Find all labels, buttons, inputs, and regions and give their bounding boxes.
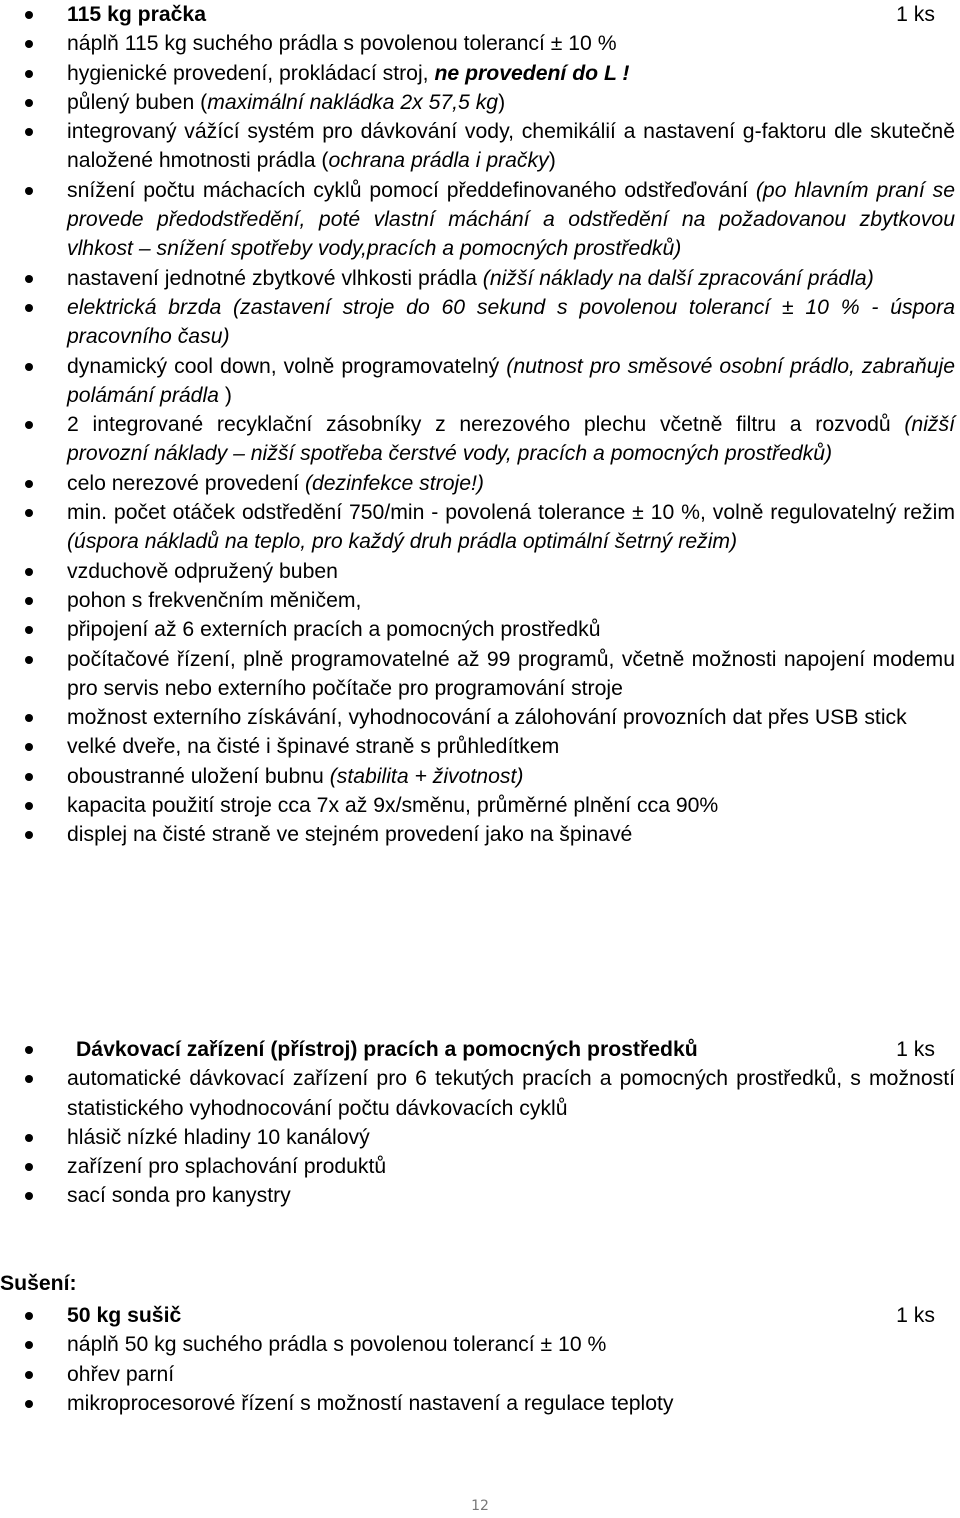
list-item: kapacita použití stroje cca 7x až 9x/směnu, průměrné plnění cca 90%	[0, 791, 960, 820]
bullet-icon	[25, 1075, 33, 1083]
washer-qty: 1 ks	[896, 3, 935, 26]
list-item: oboustranné uložení bubnu (stabilita + životnost)	[0, 762, 960, 791]
list-item: pohon s frekvenčním měničem,	[0, 586, 960, 615]
list-item: ohřev parní	[0, 1360, 960, 1389]
bullet-icon	[25, 128, 33, 136]
bullet-icon	[25, 626, 33, 634]
bullet-icon	[25, 1134, 33, 1142]
list-item: nastavení jednotné zbytkové vlhkosti prádla (nižší náklady na další zpracování prádla)	[0, 264, 960, 293]
list-item: automatické dávkovací zařízení pro 6 tekutých pracích a pomocných prostředků, s možností statistického vyhodnocování počtu dávkovacích cyklů	[0, 1064, 960, 1123]
bullet-icon	[25, 363, 33, 371]
bullet-icon	[25, 802, 33, 810]
bullet-icon	[25, 275, 33, 283]
list-item: mikroprocesorové řízení s možností nastavení a regulace teploty	[0, 1389, 960, 1418]
bullet-icon	[25, 1046, 33, 1054]
dryer-spec-list	[0, 1301, 960, 1418]
list-item: náplň 50 kg suchého prádla s povolenou tolerancí ± 10 %	[0, 1330, 960, 1359]
dryer-title: 50 kg sušič	[67, 1304, 182, 1327]
bullet-icon	[25, 40, 33, 48]
bullet-icon	[25, 1371, 33, 1379]
list-item: zařízení pro splachování produktů	[0, 1152, 960, 1181]
list-item: možnost externího získávání, vyhodnocování a zálohování provozních dat přes USB stick	[0, 703, 960, 732]
list-item: velké dveře, na čisté i špinavé straně s průhledítkem	[0, 732, 960, 761]
list-item: sací sonda pro kanystry	[0, 1181, 960, 1210]
bullet-icon	[25, 656, 33, 664]
list-item: půlený buben (maximální nakládka 2x 57,5 kg)	[0, 88, 960, 117]
dosing-title: Dávkovací zařízení (přístroj) pracích a pomocných prostředků	[76, 1038, 698, 1061]
bullet-icon	[25, 597, 33, 605]
list-item: displej na čisté straně ve stejném provedení jako na špinavé	[0, 820, 960, 849]
dryer-qty: 1 ks	[896, 1304, 935, 1327]
bullet-icon	[25, 743, 33, 751]
bullet-icon	[25, 480, 33, 488]
bullet-icon	[25, 714, 33, 722]
bullet-icon	[25, 70, 33, 78]
bullet-icon	[25, 1192, 33, 1200]
list-item: celo nerezové provedení (dezinfekce stroje!)	[0, 469, 960, 498]
dosing-spec-list	[0, 1035, 960, 1211]
washer-header	[0, 0, 960, 29]
bullet-icon	[25, 421, 33, 429]
bullet-icon	[25, 509, 33, 517]
bullet-icon	[25, 187, 33, 195]
dryer-header	[0, 1301, 960, 1330]
washer-title: 115 kg pračka	[67, 3, 207, 26]
list-item: elektrická brzda (zastavení stroje do 60 sekund s povolenou tolerancí ± 10 % - úspora pracovního času)	[0, 293, 960, 352]
list-item: snížení počtu máchacích cyklů pomocí předdefinovaného odstřeďování (po hlavním praní se provede předodstředění, poté vlastní máchání a odstředění na požadovanou zbytkovou vlhkost – snížení spotřeby vody,pracích a pomocných prostředků)	[0, 176, 960, 264]
list-item: hlásič nízké hladiny 10 kanálový	[0, 1123, 960, 1152]
bullet-icon	[25, 304, 33, 312]
bullet-icon	[25, 1400, 33, 1408]
list-item: připojení až 6 externích pracích a pomocných prostředků	[0, 615, 960, 644]
list-item: hygienické provedení, prokládací stroj, ne provedení do L !	[0, 59, 960, 88]
dosing-qty: 1 ks	[896, 1038, 935, 1061]
bullet-icon	[25, 831, 33, 839]
list-item: počítačové řízení, plně programovatelné až 99 programů, včetně možnosti napojení modemu pro servis nebo externího počítače pro programování stroje	[0, 645, 960, 704]
list-item: integrovaný vážící systém pro dávkování vody, chemikálií a nastavení g-faktoru dle skutečně naložené hmotnosti prádla (ochrana prádla i pračky)	[0, 117, 960, 176]
list-item: vzduchově odpružený buben	[0, 557, 960, 586]
list-item: min. počet otáček odstředění 750/min - povolená tolerance ± 10 %, volně regulovatelný režim (úspora nákladů na teplo, pro každý druh prádla optimální šetrný režim)	[0, 498, 960, 557]
bullet-icon	[25, 773, 33, 781]
bullet-icon	[25, 1312, 33, 1320]
bullet-icon	[25, 11, 33, 19]
drying-heading: Sušení:	[0, 1272, 77, 1295]
bullet-icon	[25, 1341, 33, 1349]
bullet-icon	[25, 1163, 33, 1171]
list-item: 2 integrované recyklační zásobníky z nerezového plechu včetně filtru a rozvodů (nižší provozní náklady – nižší spotřeba čerstvé vody, pracích a pomocných prostředků)	[0, 410, 960, 469]
list-item: dynamický cool down, volně programovatelný (nutnost pro směsové osobní prádlo, zabraňuje polámání prádla )	[0, 352, 960, 411]
bullet-icon	[25, 568, 33, 576]
dosing-header	[0, 1035, 960, 1064]
bullet-icon	[25, 99, 33, 107]
list-item: náplň 115 kg suchého prádla s povolenou tolerancí ± 10 %	[0, 29, 960, 58]
page-number: 12	[471, 1498, 489, 1514]
